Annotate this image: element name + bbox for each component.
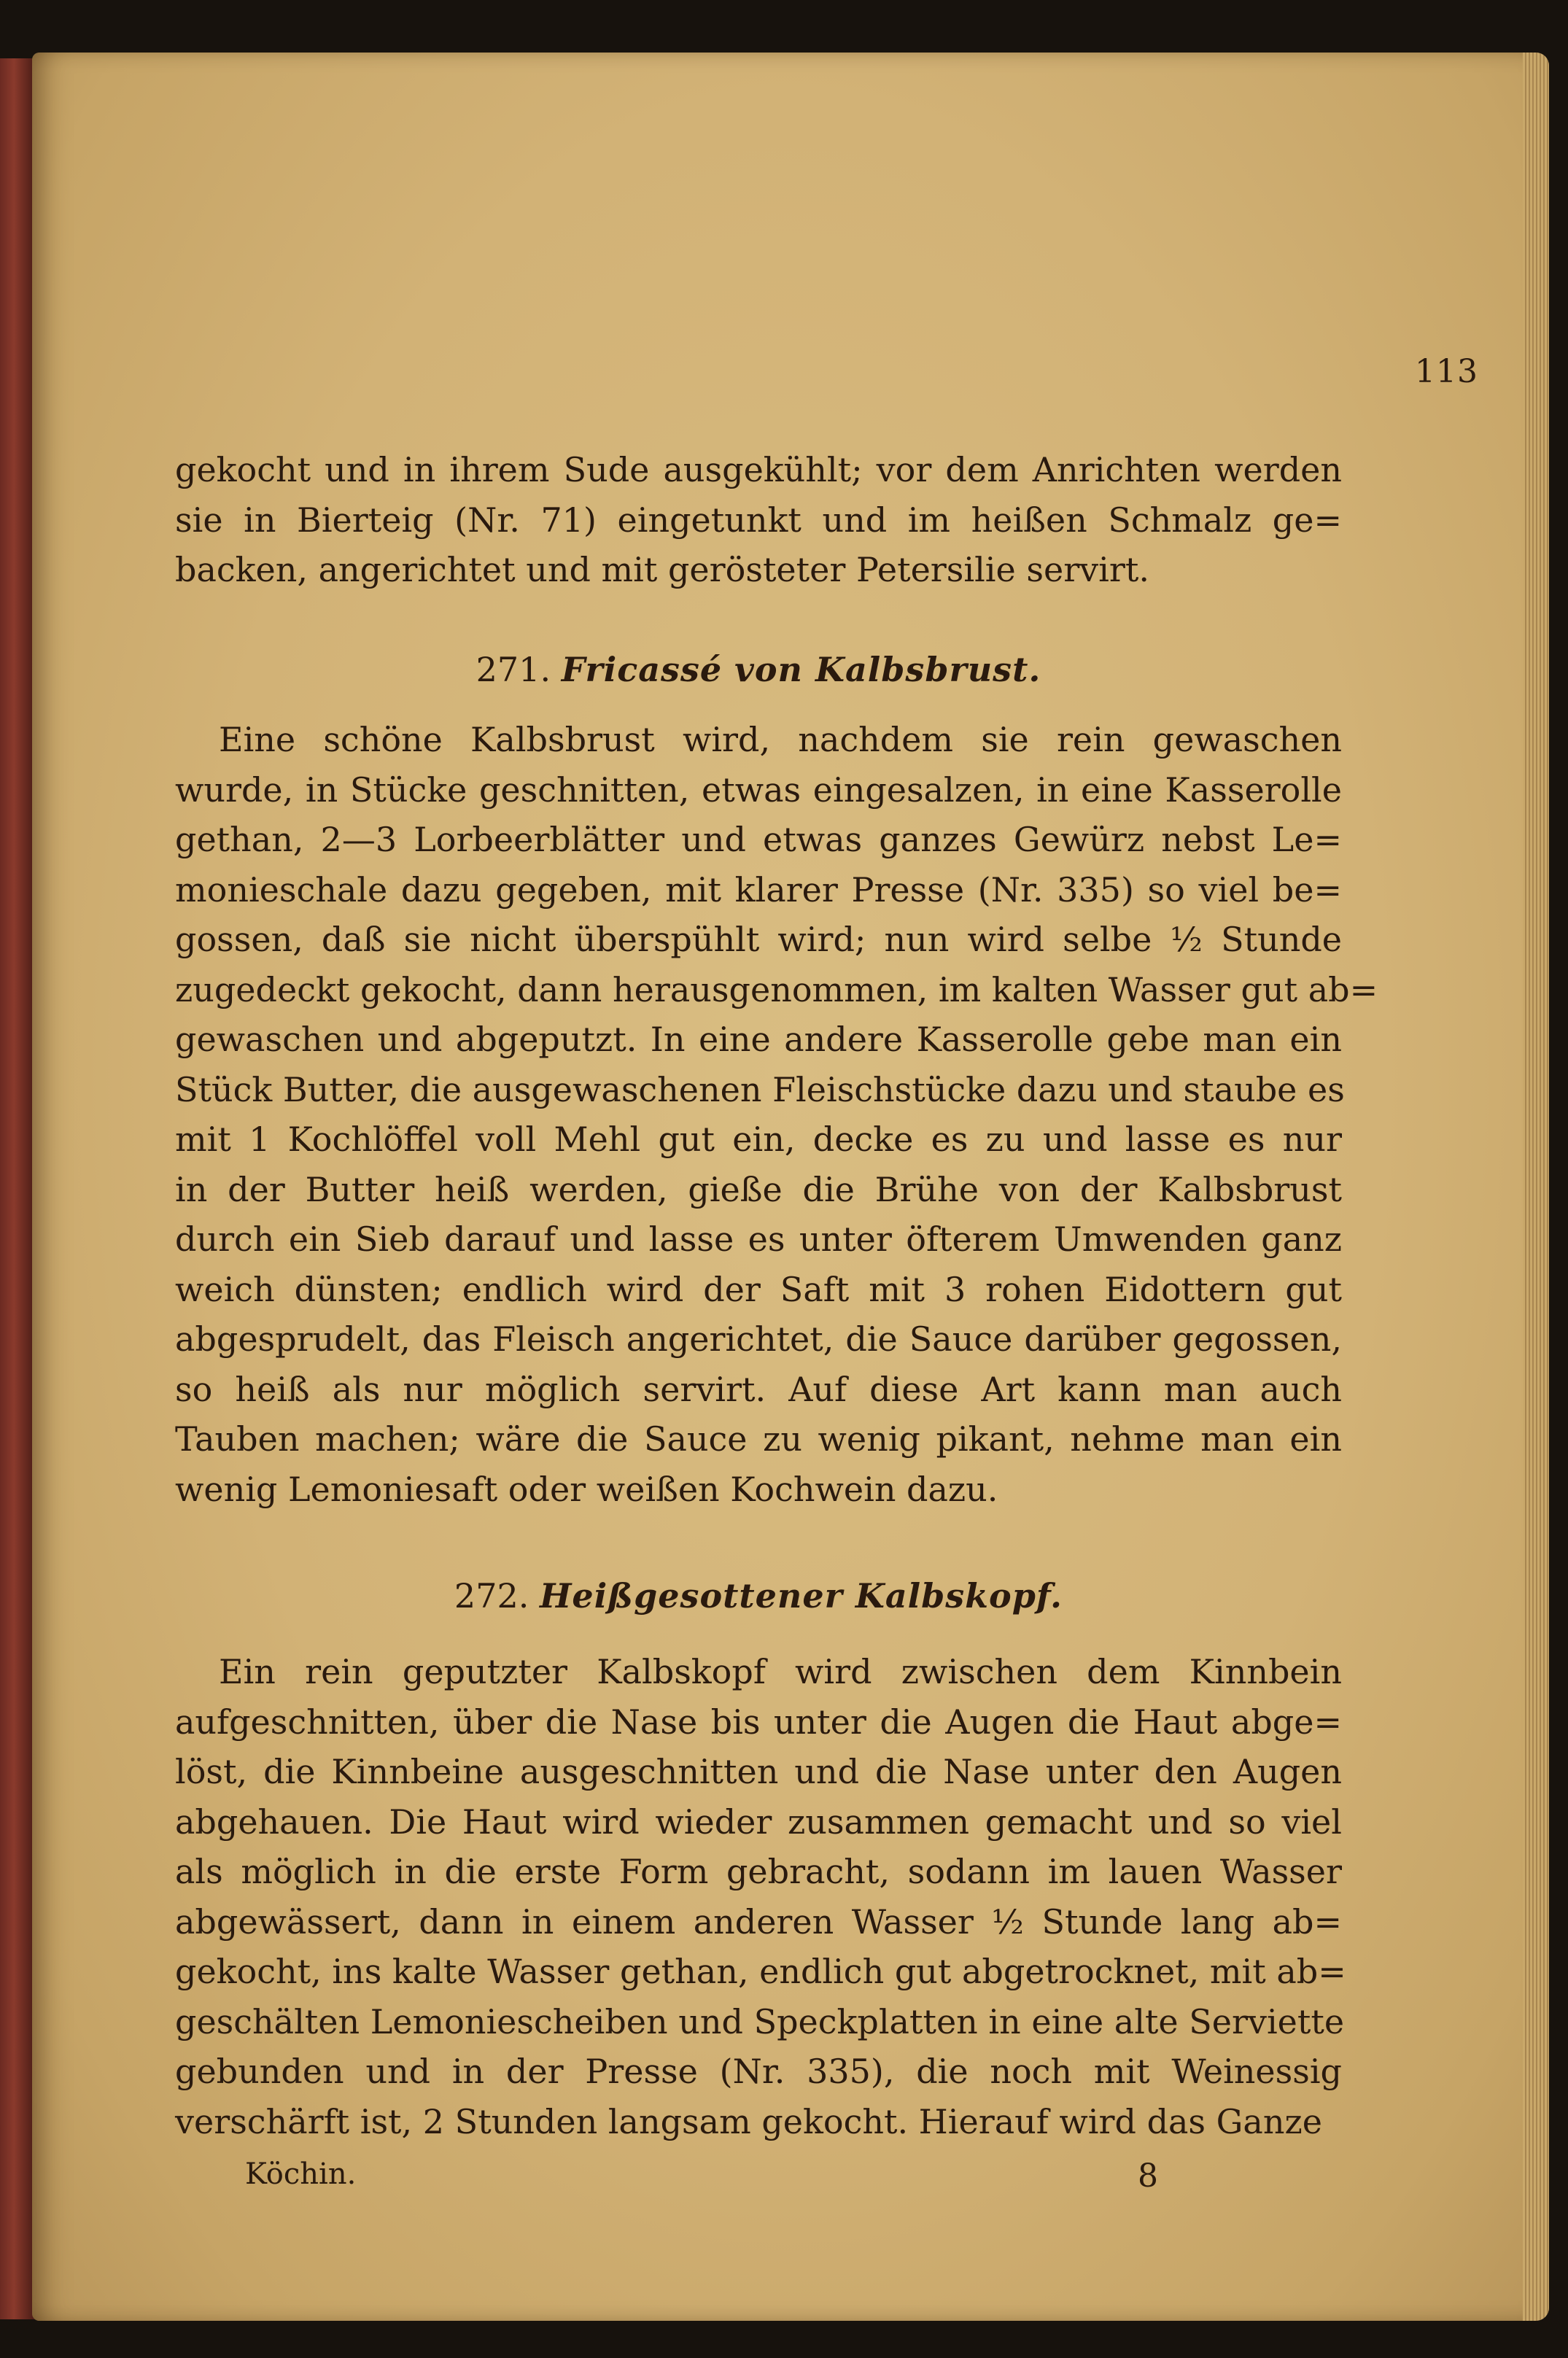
text-line: löst, die Kinnbeine ausgeschnitten und die Nase unter den Augen [175,1752,1342,1791]
page-footer [175,2157,1342,2201]
text-line: in der Butter heiß werden, gieße die Brühe von der Kalbsbrust [175,1169,1342,1209]
book-spine [0,58,35,2319]
recipe-271-heading [175,648,1342,691]
text-line: so heiß als nur möglich servirt. Auf diese Art kann man auch [175,1369,1342,1409]
text-line: backen, angerichtet und mit gerösteter Petersilie servirt. [175,550,1149,589]
text-line: wenig Lemoniesaft oder weißen Kochwein dazu. [175,1469,998,1509]
text-line: verschärft ist, 2 Stunden langsam gekocht. Hierauf wird das Ganze [175,2101,1322,2141]
continuation-paragraph [175,445,1342,595]
text-line: gebunden und in der Presse (Nr. 335), die noch mit Weinessig [175,2052,1342,2091]
recipe-271-text [175,715,1378,1514]
text-line: als möglich in die erste Form gebracht, sodann im lauen Wasser [175,1852,1342,1891]
page-edges [1523,53,1549,2321]
text-line: geschälten Lemoniescheiben und Speckplatten in eine alte Serviette [175,2001,1345,2041]
recipe-272-number: 272. [454,1576,529,1616]
recipe-271-number: 271. [476,650,551,689]
text-line: weich dünsten; endlich wird der Saft mit 3 rohen Eidottern gut [175,1269,1342,1309]
footer-sheet-number: 8 [1138,2157,1158,2195]
text-line: abgehauen. Die Haut wird wieder zusammen gemacht und so viel [175,1802,1342,1842]
text-line: aufgeschnitten, über die Nase bis unter die Augen die Haut abge= [175,1702,1342,1742]
text-line: gethan, 2—3 Lorbeerblätter und etwas ganzes Gewürz nebst Le= [175,820,1342,859]
text-line: monieschale dazu gegeben, mit klarer Presse (Nr. 335) so viel be= [175,869,1342,910]
text-line: Ein rein geputzter Kalbskopf wird zwischen dem Kinnbein [219,1652,1342,1691]
text-line: gekocht, ins kalte Wasser gethan, endlich gut abgetrocknet, mit ab= [175,1952,1346,1991]
text-line: durch ein Sieb darauf und lasse es unter öfterem Umwenden ganz [175,1219,1342,1259]
recipe-272-text [175,1647,1346,2146]
text-line: wurde, in Stücke geschnitten, etwas eingesalzen, in eine Kasserolle [175,769,1342,810]
text-line: Eine schöne Kalbsbrust wird, nachdem sie rein gewaschen [219,720,1342,759]
recipe-272-title: Heißgesottener Kalbskopf. [539,1576,1063,1616]
text-line: Tauben machen; wäre die Sauce zu wenig pikant, nehme man ein [175,1419,1342,1459]
recipe-271-title: Fricassé von Kalbsbrust. [561,650,1041,689]
footer-signature: Köchin. [245,2157,357,2191]
text-line: gewaschen und abgeputzt. In eine andere Kasserolle gebe man ein [175,1020,1342,1059]
text-line: sie in Bierteig (Nr. 71) eingetunkt und im heißen Schmalz ge= [175,500,1342,540]
text-line: gossen, daß sie nicht überspühlt wird; nun wird selbe ½ Stunde [175,920,1342,959]
text-line: abgesprudelt, das Fleisch angerichtet, die Sauce darüber gegossen, [175,1319,1342,1359]
text-line: zugedeckt gekocht, dann herausgenommen, im kalten Wasser gut ab= [175,969,1378,1009]
text-line: abgewässert, dann in einem anderen Wasser ½ Stunde lang ab= [175,1901,1342,1942]
text-line: mit 1 Kochlöffel voll Mehl gut ein, decke es zu und lasse es nur [175,1120,1342,1159]
page-number: 113 [1415,353,1478,390]
text-line: Stück Butter, die ausgewaschenen Fleischstücke dazu und staube es [175,1069,1345,1109]
recipe-272-heading [175,1574,1342,1618]
text-line: gekocht und in ihrem Sude ausgekühlt; vor dem Anrichten werden [175,450,1342,489]
